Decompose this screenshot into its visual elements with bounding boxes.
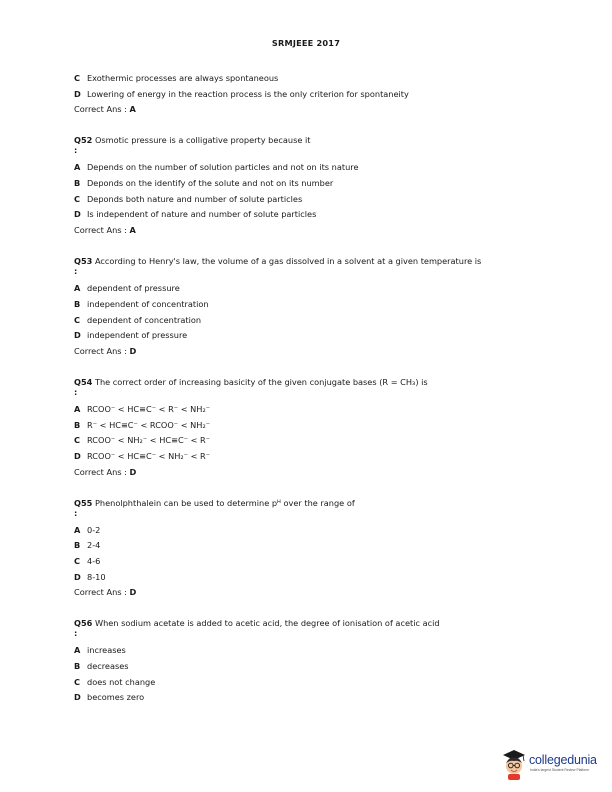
question-text <box>74 377 544 387</box>
question-content <box>74 72 544 707</box>
option-letter: C <box>74 314 81 325</box>
option-row <box>74 193 544 209</box>
option-letter: D <box>74 88 81 99</box>
question-stem: Phenolphthalein can be used to determine pᴴ over the range of <box>94 497 355 508</box>
question-stem: When sodium acetate is added to acetic acid, the degree of ionisation of acetic acid <box>94 618 440 629</box>
correct-answer-value: A <box>129 225 136 236</box>
option-row <box>74 434 544 450</box>
question-number: Q53 <box>74 256 93 267</box>
option-row <box>74 571 544 587</box>
option-text: dependent of concentration <box>87 314 202 325</box>
option-text: Deponds both nature and number of solute particles <box>87 193 303 204</box>
option-row <box>74 298 544 314</box>
option-text: 0-2 <box>87 524 101 535</box>
option-text: decreases <box>87 661 129 672</box>
option-text: Is independent of nature and number of solute particles <box>87 209 317 220</box>
option-text: RCOO⁻ < NH₂⁻ < HC≡C⁻ < R⁻ <box>87 435 211 446</box>
option-letter: A <box>74 283 81 294</box>
question-text <box>74 135 544 145</box>
option-row <box>74 539 544 555</box>
correct-answer <box>74 466 544 481</box>
question-number: Q54 <box>74 376 93 387</box>
question-text <box>74 498 544 508</box>
option-row <box>74 161 544 177</box>
option-letter: D <box>74 571 81 582</box>
option-row <box>74 691 544 707</box>
question-colon: : <box>74 145 78 156</box>
option-text: does not change <box>87 676 156 687</box>
option-row <box>74 419 544 435</box>
option-letter: A <box>74 524 81 535</box>
correct-answer-label: Correct Ans : <box>74 345 130 356</box>
option-row <box>74 72 544 88</box>
option-text: independent of concentration <box>87 298 209 309</box>
option-text: 2-4 <box>87 540 101 551</box>
option-letter: C <box>74 73 81 83</box>
correct-answer <box>74 103 544 118</box>
option-text: 8-10 <box>87 571 106 582</box>
question-block <box>74 618 544 707</box>
correct-answer-label: Correct Ans : <box>74 104 130 115</box>
option-text: independent of pressure <box>87 330 188 341</box>
option-letter: D <box>74 450 81 461</box>
option-letter: B <box>74 178 81 189</box>
prev-question-tail <box>74 72 544 118</box>
option-row <box>74 524 544 540</box>
option-letter: D <box>74 330 81 341</box>
option-letter: B <box>74 540 81 551</box>
question-text <box>74 256 544 266</box>
option-letter: B <box>74 419 81 430</box>
option-row <box>74 403 544 419</box>
correct-answer-value: A <box>129 104 136 115</box>
question-number: Q56 <box>74 618 93 629</box>
correct-answer-label: Correct Ans : <box>74 587 130 598</box>
question-number: Q55 <box>74 497 93 508</box>
question-stem: The correct order of increasing basicity of the given conjugate bases (R = CH₃) is <box>94 376 428 387</box>
question-number: Q52 <box>74 135 93 146</box>
option-text: Lowering of energy in the reaction process is the only criterion for spontaneity <box>87 88 409 99</box>
logo-wordmark: collegedunia <box>529 753 597 767</box>
option-text: 4-6 <box>87 556 101 566</box>
option-text: Deponds on the identify of the solute and not on its number <box>87 178 334 189</box>
correct-answer-value: D <box>129 345 137 356</box>
option-letter: D <box>74 692 81 703</box>
question-colon: : <box>74 628 78 639</box>
question-block <box>74 498 544 602</box>
option-row <box>74 88 544 104</box>
question-block <box>74 256 544 360</box>
option-text: dependent of pressure <box>87 283 180 294</box>
option-letter: A <box>74 645 81 656</box>
option-letter: A <box>74 403 81 414</box>
correct-answer-label: Correct Ans : <box>74 225 130 236</box>
question-colon: : <box>74 266 78 277</box>
option-letter: B <box>74 661 81 672</box>
option-text: becomes zero <box>87 692 145 703</box>
correct-answer <box>74 345 544 360</box>
option-text: R⁻ < HC≡C⁻ < RCOO⁻ < NH₂⁻ <box>87 419 211 430</box>
option-letter: C <box>74 556 81 566</box>
option-letter: A <box>74 162 81 173</box>
page-title: SRMJEEE 2017 <box>271 38 341 48</box>
option-row <box>74 555 544 571</box>
option-row <box>74 177 544 193</box>
question-stem: According to Henry's law, the volume of a gas dissolved in a solvent at a given temperature is <box>94 256 482 267</box>
option-letter: C <box>74 676 81 687</box>
option-row <box>74 644 544 660</box>
question-block <box>74 377 544 481</box>
option-letter: C <box>74 193 81 204</box>
option-text: RCOO⁻ < HC≡C⁻ < R⁻ < NH₂⁻ <box>87 403 211 414</box>
option-row <box>74 676 544 692</box>
option-row <box>74 208 544 224</box>
option-row <box>74 450 544 466</box>
question-stem: Osmotic pressure is a colligative property because it <box>94 135 311 146</box>
option-row <box>74 660 544 676</box>
question-colon: : <box>74 386 78 397</box>
correct-answer <box>74 224 544 239</box>
option-letter: C <box>74 435 81 446</box>
question-colon: : <box>74 507 78 518</box>
option-row <box>74 329 544 345</box>
student-mascot-icon <box>500 746 528 780</box>
correct-answer-value: D <box>129 466 137 477</box>
correct-answer <box>74 586 544 601</box>
collegedunia-logo[interactable] <box>500 746 606 780</box>
option-text: Exothermic processes are always spontaneous <box>87 73 279 83</box>
option-text: Depends on the number of solution particles and not on its nature <box>87 162 359 173</box>
correct-answer-label: Correct Ans : <box>74 466 130 477</box>
option-text: increases <box>87 645 126 656</box>
question-text <box>74 618 544 628</box>
logo-tagline: India's largest Student Review Platform <box>530 768 590 772</box>
question-block <box>74 135 544 239</box>
option-row <box>74 314 544 330</box>
correct-answer-value: D <box>129 587 137 598</box>
option-letter: B <box>74 298 81 309</box>
option-row <box>74 282 544 298</box>
option-text: RCOO⁻ < HC≡C⁻ < NH₂⁻ < R⁻ <box>87 450 211 461</box>
option-letter: D <box>74 209 81 220</box>
